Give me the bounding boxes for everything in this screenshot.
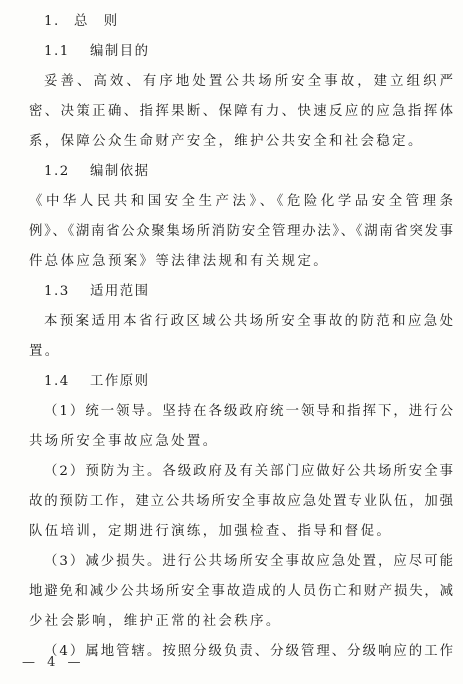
page-number: — 4 — bbox=[22, 655, 85, 670]
paragraph-line: （4）属地管辖。按照分级负责、分级管理、分级响应的工作 bbox=[44, 644, 453, 659]
paragraph-line: 妥善、高效、有序地处置公共场所安全事故，建立组织严 bbox=[44, 74, 453, 89]
section-title: 适用范围 bbox=[90, 284, 150, 299]
section-number: 1.1 bbox=[44, 44, 70, 59]
paragraph-line: 队伍培训，定期进行演练，加强检查、指导和督促。 bbox=[29, 524, 393, 539]
paragraph-line: （3）减少损失。进行公共场所安全事故应急处置，应尽可能 bbox=[44, 554, 453, 569]
section-title: 总 则 bbox=[74, 14, 119, 29]
section-heading-1-4 bbox=[44, 373, 453, 391]
section-number: 1.3 bbox=[44, 284, 70, 299]
paragraph-line: 件总体应急预案》等法律法规和有关规定。 bbox=[29, 254, 330, 269]
paragraph-line: 密、决策正确、指挥果断、保障有力、快速反应的应急指挥体 bbox=[29, 104, 453, 119]
paragraph-line: （2）预防为主。各级政府及有关部门应做好公共场所安全事 bbox=[44, 464, 453, 479]
paragraph-line: 系，保障公众生命财产安全，维护公共安全和社会稳定。 bbox=[29, 134, 424, 149]
paragraph-line: 少社会影响，维护正常的社会秩序。 bbox=[29, 614, 282, 629]
paragraph-line: （1）统一领导。坚持在各级政府统一领导和指挥下，进行公 bbox=[44, 404, 453, 419]
section-title: 编制目的 bbox=[90, 44, 150, 59]
section-heading-1-3 bbox=[44, 283, 453, 301]
section-number: 1.4 bbox=[44, 374, 70, 389]
paragraph-line: 置。 bbox=[29, 344, 61, 359]
paragraph-line: 地避免和减少公共场所安全事故造成的人员伤亡和财产损失，减 bbox=[29, 584, 453, 599]
section-heading-1-1 bbox=[44, 43, 453, 61]
section-title: 工作原则 bbox=[90, 374, 150, 389]
section-heading-1-2 bbox=[44, 163, 453, 181]
section-number: 1.2 bbox=[44, 164, 70, 179]
paragraph-line: 本预案适用本省行政区域公共场所安全事故的防范和应急处 bbox=[44, 314, 453, 329]
paragraph-line: 例》、《湖南省公众聚集场所消防安全管理办法》、《湖南省突发事 bbox=[29, 224, 453, 239]
section-number: 1. bbox=[44, 14, 60, 29]
section-title: 编制依据 bbox=[90, 164, 150, 179]
paragraph-line: 《中华人民共和国安全生产法》、《危险化学品安全管理条 bbox=[29, 194, 453, 209]
section-heading-1 bbox=[44, 13, 453, 31]
paragraph-line: 故的预防工作，建立公共场所安全事故应急处置专业队伍，加强 bbox=[29, 494, 453, 509]
paragraph-line: 共场所安全事故应急处置。 bbox=[29, 434, 219, 449]
